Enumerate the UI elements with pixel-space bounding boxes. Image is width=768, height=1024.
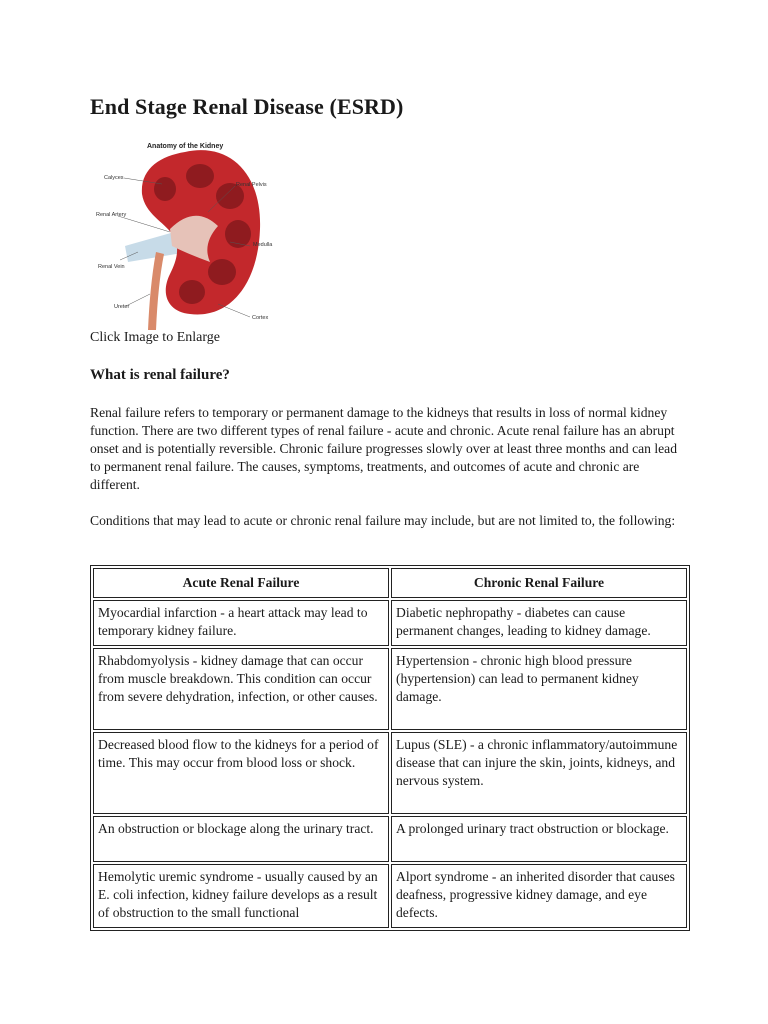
- cell-chronic: A prolonged urinary tract obstruction or blockage.: [391, 816, 687, 862]
- pyramid-5: [179, 280, 205, 304]
- table-row: [93, 864, 687, 928]
- label-medulla: Medulla: [253, 242, 273, 248]
- image-caption-link[interactable]: Click Image to Enlarge: [90, 330, 220, 345]
- cell-chronic: Diabetic nephropathy - diabetes can cause permanent changes, leading to kidney damage.: [391, 600, 687, 646]
- table-header-row: [93, 568, 687, 598]
- pyramid-6: [154, 177, 176, 201]
- cell-chronic: Alport syndrome - an inherited disorder that causes deafness, progressive kidney damage, and eye defects.: [391, 864, 687, 928]
- header-acute: Acute Renal Failure: [93, 568, 389, 598]
- ureter-shape: [148, 252, 164, 330]
- kidney-anatomy-image[interactable]: [90, 134, 290, 330]
- paragraph-conditions: Conditions that may lead to acute or chronic renal failure may include, but are not limited to, the following:: [90, 513, 676, 528]
- table-row: [93, 816, 687, 862]
- label-calyces: Calyces: [104, 175, 124, 181]
- label-renal-artery: Renal Artery: [96, 212, 127, 218]
- section-heading: What is renal failure?: [90, 367, 230, 383]
- figure-title: Anatomy of the Kidney: [147, 143, 224, 150]
- cell-acute: Myocardial infarction - a heart attack may lead to temporary kidney failure.: [93, 600, 389, 646]
- pyramid-1: [186, 164, 214, 188]
- page-title: End Stage Renal Disease (ESRD): [90, 94, 404, 119]
- cell-acute: An obstruction or blockage along the urinary tract.: [93, 816, 389, 862]
- table-row: [93, 648, 687, 730]
- label-renal-vein: Renal Vein: [98, 264, 125, 270]
- label-renal-pelvis: Renal Pelvis: [236, 182, 267, 188]
- header-chronic: Chronic Renal Failure: [391, 568, 687, 598]
- cell-acute: Rhabdomyolysis - kidney damage that can occur from muscle breakdown. This condition can occur from severe dehydration, infection, or other causes.: [93, 648, 389, 730]
- table-row: [93, 600, 687, 646]
- renal-failure-comparison-table: [90, 565, 690, 931]
- cell-acute: Hemolytic uremic syndrome - usually caused by an E. coli infection, kidney failure develops as a result of obstruction to the small functional: [93, 864, 389, 928]
- cell-acute: Decreased blood flow to the kidneys for a period of time. This may occur from blood loss or shock.: [93, 732, 389, 814]
- pyramid-4: [208, 259, 236, 285]
- table-row: [93, 732, 687, 814]
- cell-chronic: Lupus (SLE) - a chronic inflammatory/autoimmune disease that can injure the skin, joints, kidneys, and nervous system.: [391, 732, 687, 814]
- cell-chronic: Hypertension - chronic high blood pressure (hypertension) can lead to permanent kidney damage.: [391, 648, 687, 730]
- label-ureter: Ureter: [114, 304, 130, 310]
- paragraph-definition: Renal failure refers to temporary or permanent damage to the kidneys that results in loss of normal kidney function. There are two different types of renal failure - acute and chronic. Acute renal failure has an abrupt onset and is potentially reversible. Chronic failure progresses slowly over at least three months and can lead to permanent renal failure. The causes, symptoms, treatments, and outcomes of acute and chronic are different.: [90, 405, 678, 492]
- label-cortex: Cortex: [252, 315, 269, 321]
